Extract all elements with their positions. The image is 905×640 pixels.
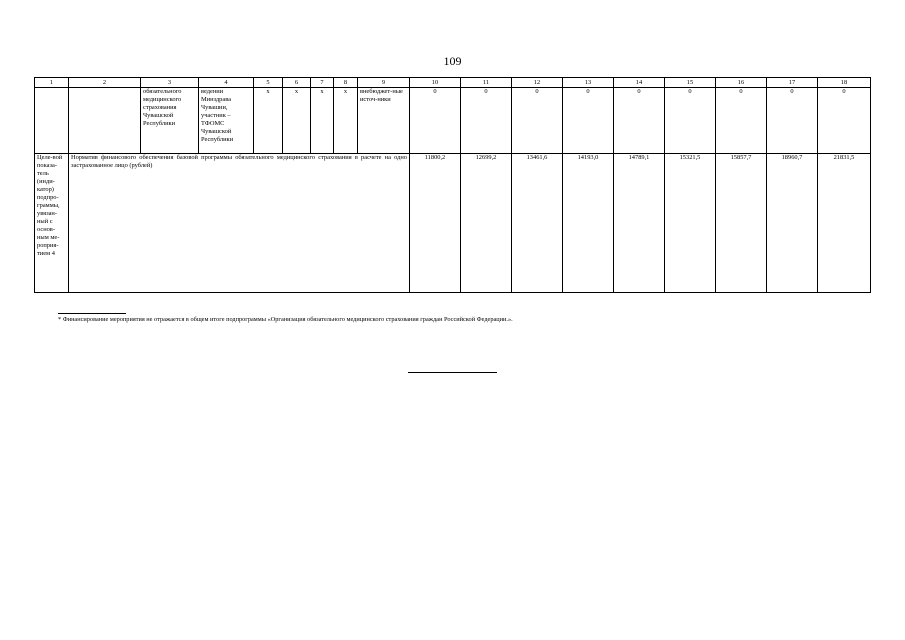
table-cell	[69, 88, 141, 154]
value-cell: 0	[767, 88, 818, 154]
table-cell: x	[311, 88, 334, 154]
header-cell: 10	[410, 78, 461, 88]
value-cell: 0	[461, 88, 512, 154]
footnote-divider	[58, 313, 126, 314]
value-cell: 14193,0	[563, 154, 614, 293]
value-cell: 15321,5	[665, 154, 716, 293]
table-row	[35, 88, 871, 154]
header-cell: 11	[461, 78, 512, 88]
indicator-label-cell: Целе-вой показа-тель (инди-катор) подпро-граммы, увязан-ный с основ-ным ме-роприя-тием 4	[35, 154, 69, 293]
header-cell: 8	[334, 78, 358, 88]
header-cell: 3	[141, 78, 199, 88]
value-cell: 0	[614, 88, 665, 154]
page-number: 109	[443, 54, 462, 68]
header-cell: 15	[665, 78, 716, 88]
header-cell: 18	[818, 78, 871, 88]
value-cell: 11800,2	[410, 154, 461, 293]
value-cell: 21831,5	[818, 154, 871, 293]
header-cell: 17	[767, 78, 818, 88]
indicator-name-cell: Норматив финансового обеспечения базовой программы обязательного медицинского страхования в расчете на одно застрахованное лицо (рублей)	[69, 154, 410, 293]
table-cell: x	[334, 88, 358, 154]
value-cell: 13461,6	[512, 154, 563, 293]
header-cell: 7	[311, 78, 334, 88]
table-cell: ведении Минздрава Чувашии, участник – ТФОМС Чувашской Республики	[199, 88, 254, 154]
program-table	[34, 77, 871, 293]
value-cell: 18960,7	[767, 154, 818, 293]
table-cell: обязательного медицинского страхования Чувашской Республики	[141, 88, 199, 154]
value-cell: 14789,1	[614, 154, 665, 293]
value-cell: 12699,2	[461, 154, 512, 293]
header-row	[35, 78, 871, 88]
value-cell: 0	[512, 88, 563, 154]
table-cell	[35, 88, 69, 154]
header-cell: 1	[35, 78, 69, 88]
table-cell: x	[254, 88, 283, 154]
value-cell: 0	[410, 88, 461, 154]
header-cell: 14	[614, 78, 665, 88]
footnote: * Финансирование мероприятия не отражается в общем итоге подпрограммы «Организация обязательного медицинского страхования граждан Российской Федерации.».	[58, 316, 513, 323]
value-cell: 0	[563, 88, 614, 154]
value-cell: 0	[665, 88, 716, 154]
header-cell: 5	[254, 78, 283, 88]
header-cell: 9	[358, 78, 410, 88]
value-cell: 0	[716, 88, 767, 154]
header-cell: 6	[283, 78, 311, 88]
value-cell: 0	[818, 88, 871, 154]
header-cell: 4	[199, 78, 254, 88]
end-of-section-line	[408, 372, 497, 373]
header-cell: 13	[563, 78, 614, 88]
header-cell: 16	[716, 78, 767, 88]
header-cell: 12	[512, 78, 563, 88]
table-row	[35, 154, 871, 293]
value-cell: 15857,7	[716, 154, 767, 293]
table-cell: внебюджет-ные источ-ники	[358, 88, 410, 154]
header-cell: 2	[69, 78, 141, 88]
table-cell: x	[283, 88, 311, 154]
